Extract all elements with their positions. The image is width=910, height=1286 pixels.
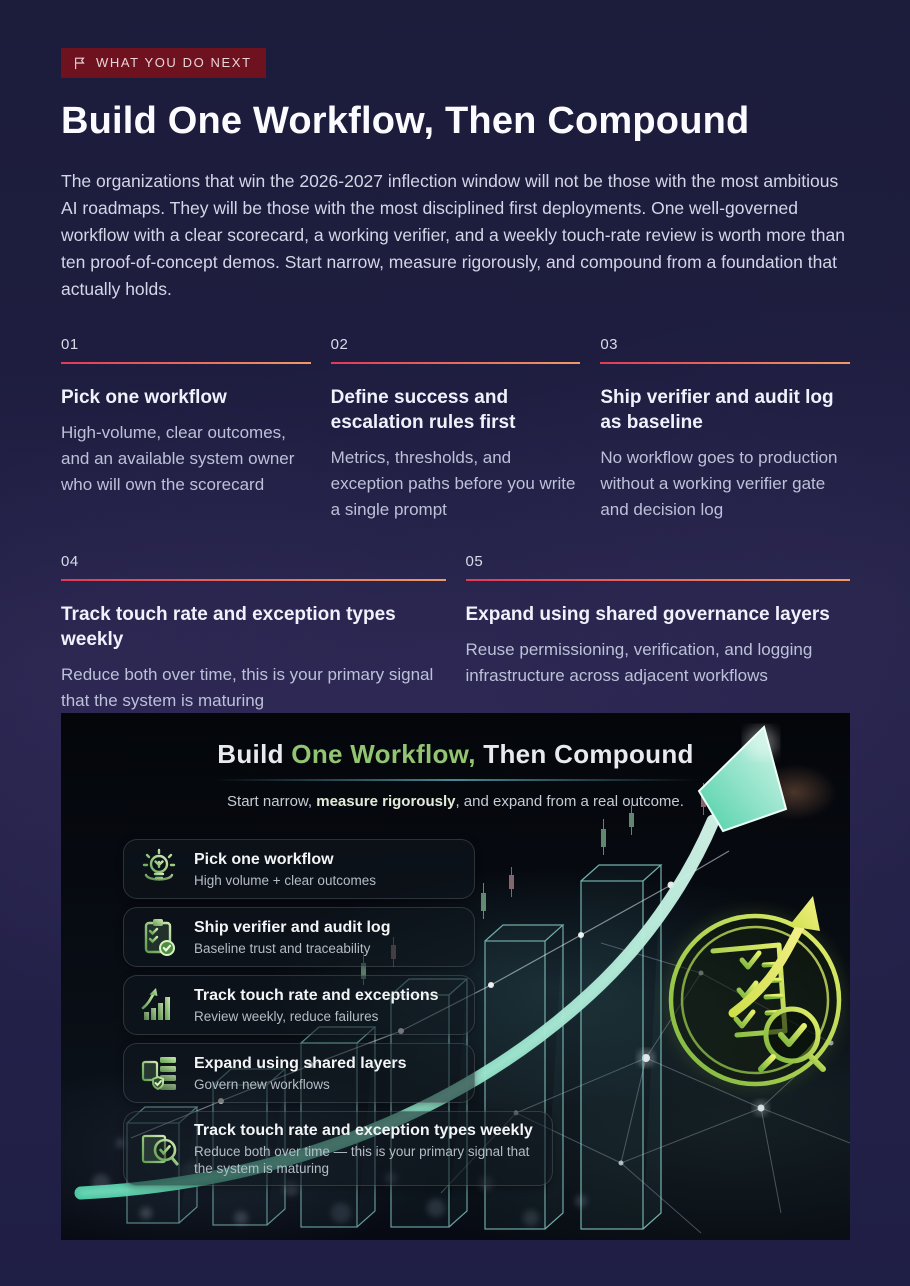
infographic-title-part1: Build <box>217 739 292 769</box>
infographic-title-part2: Then Compound <box>475 739 694 769</box>
step-number: 03 <box>600 335 619 353</box>
infographic-item-title: Ship verifier and audit log <box>194 919 391 936</box>
step-description: Reduce both over time, this is your primary signal that the system is maturing <box>61 664 434 710</box>
step-title: Expand using shared governance layers <box>465 603 830 625</box>
lightbulb-icon <box>138 848 180 890</box>
infographic-image <box>61 713 850 1240</box>
infographic-item-title: Track touch rate and exception types weekly <box>194 1122 533 1139</box>
step-title: Ship verifier and audit log as baseline <box>600 386 834 433</box>
infographic-item-pick-workflow <box>123 839 475 899</box>
infographic-item-description: Review weekly, reduce failures <box>194 1009 379 1024</box>
infographic-item-description: Govern new workflows <box>194 1077 330 1092</box>
infographic-subtitle-part1: Start narrow, <box>227 793 317 810</box>
infographic-subtitle-bold: measure rigorously <box>316 793 456 810</box>
infographic-item-expand-shared-layers <box>123 1043 475 1103</box>
step-card-03 <box>600 336 850 523</box>
infographic-subtitle <box>61 793 850 810</box>
infographic-item-description: Baseline trust and traceability <box>194 941 371 956</box>
infographic-item-text <box>194 1120 538 1177</box>
step-card-04 <box>61 553 446 714</box>
step-title: Define success and escalation rules first <box>330 386 516 433</box>
infographic-title-highlight: One Workflow, <box>291 739 476 769</box>
infographic-item-track-touch-rate <box>123 975 475 1035</box>
infographic-item-description: High volume + clear outcomes <box>194 873 376 888</box>
step-number: 05 <box>465 552 484 570</box>
step-number: 02 <box>330 335 349 353</box>
infographic-item-title: Expand using shared layers <box>194 1055 407 1072</box>
step-accent-divider <box>466 579 851 581</box>
step-accent-divider <box>331 362 581 364</box>
step-card-01 <box>61 336 311 523</box>
document-magnifier-icon <box>138 1128 180 1170</box>
infographic-title-divider <box>211 779 700 781</box>
step-number: 01 <box>61 335 79 353</box>
infographic-item-title: Pick one workflow <box>194 851 334 868</box>
infographic-item-text <box>194 1053 407 1093</box>
article-content <box>61 0 850 714</box>
step-accent-divider <box>61 579 446 581</box>
step-description: Metrics, thresholds, and exception paths before you write a single prompt <box>330 447 576 519</box>
infographic-title <box>61 739 850 770</box>
infographic-item-text <box>194 849 376 889</box>
step-description: Reuse permissioning, verification, and logging infrastructure across adjacent workflows <box>465 639 813 685</box>
infographic-item-text <box>194 917 390 957</box>
growth-chart-icon <box>138 984 180 1026</box>
infographic-subtitle-part2: , and expand from a real outcome. <box>455 793 684 810</box>
step-title: Pick one workflow <box>61 386 227 408</box>
steps-grid-row-1 <box>61 336 850 523</box>
infographic-item-text <box>194 985 439 1025</box>
intro-paragraph: The organizations that win the 2026-2027 inflection window will not be those with the most ambitious AI roadmaps. They will be those with the most disciplined first deployments. One well-governed workflow with a clear scorecard, a working verifier, and a weekly touch-rate review is worth more than ten proof-of-concept demos. Start narrow, measure rigorously, and compound from a foundation that actually holds. <box>61 170 845 299</box>
step-accent-divider <box>600 362 850 364</box>
step-number: 04 <box>61 552 79 570</box>
infographic-item-track-weekly <box>123 1111 553 1186</box>
infographic-item-description: Reduce both over time — this is your primary signal that the system is maturing <box>194 1144 530 1176</box>
section-badge <box>61 48 266 78</box>
page-title: Build One Workflow, Then Compound <box>61 100 750 142</box>
step-card-05 <box>466 553 851 714</box>
step-description: High-volume, clear outcomes, and an available system owner who will own the scorecard <box>61 422 295 494</box>
clipboard-check-icon <box>138 916 180 958</box>
step-card-02 <box>331 336 581 523</box>
step-description: No workflow goes to production without a working verifier gate and decision log <box>600 447 838 519</box>
layers-shield-icon <box>138 1052 180 1094</box>
infographic-item-list <box>123 839 553 1186</box>
step-accent-divider <box>61 362 311 364</box>
steps-grid-row-2 <box>61 553 850 714</box>
infographic-item-title: Track touch rate and exceptions <box>194 987 439 1004</box>
section-badge-label: WHAT YOU DO NEXT <box>96 55 252 70</box>
infographic-header <box>61 739 850 810</box>
step-title: Track touch rate and exception types weekly <box>61 603 396 650</box>
flag-icon <box>73 56 87 70</box>
infographic-item-verifier-audit <box>123 907 475 967</box>
